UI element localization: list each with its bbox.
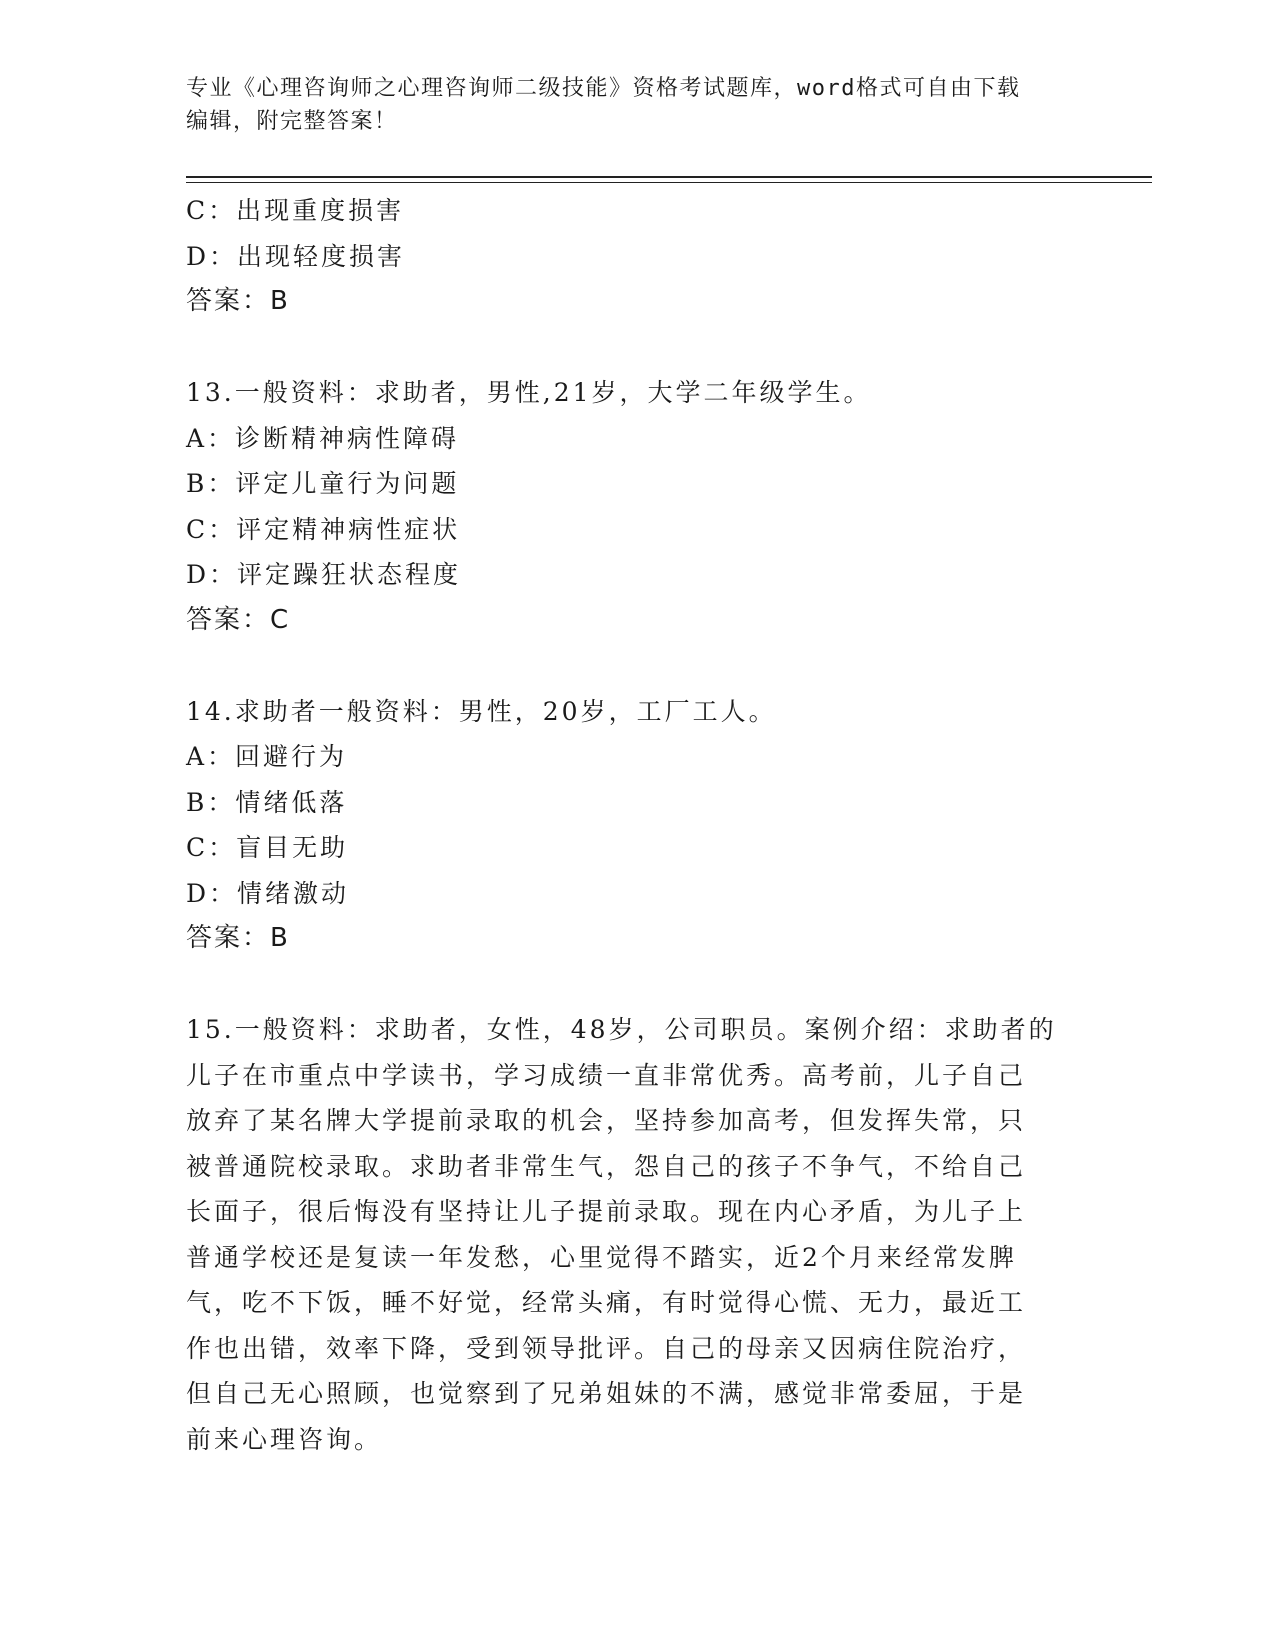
spacer [186, 962, 1086, 1008]
question-content [186, 188, 1086, 1462]
question-12 [186, 188, 1086, 325]
q15-line: 作也出错，效率下降，受到领导批评。自己的母亲又因病住院治疗， [186, 1333, 1027, 1363]
question-15 [186, 1007, 1066, 1462]
q12-option-c: C：出现重度损害 [186, 196, 405, 225]
q14-option-c: C：盲目无助 [186, 833, 349, 862]
q15-line: 但自己无心照顾，也觉察到了兄弟姐妹的不满，感觉非常委屈，于是 [186, 1379, 1027, 1408]
q15-line: 普通学校还是复读一年发愁，心里觉得不踏实，近2个月来经常发脾 [186, 1242, 1017, 1272]
spacer [186, 325, 1086, 371]
q12-answer: 答案：B [186, 286, 290, 316]
q13-stem: 13.一般资料：求助者，男性,21岁，大学二年级学生。 [186, 378, 872, 407]
header-line-1: 专业《心理咨询师之心理咨询师二级技能》资格考试题库，word格式可自由下载 [186, 76, 1021, 101]
q15-line: 放弃了某名牌大学提前录取的机会，坚持参加高考，但发挥失常，只 [186, 1106, 1027, 1135]
q13-answer: 答案：C [186, 604, 291, 635]
q13-option-b: B：评定儿童行为问题 [186, 469, 460, 498]
q13-option-d: D：评定躁狂状态程度 [186, 560, 462, 589]
header-divider-thin [186, 182, 1152, 183]
question-14 [186, 689, 1086, 962]
q13-option-c: C：评定精神病性症状 [186, 514, 461, 544]
q15-line: 气，吃不下饭，睡不好觉，经常头痛，有时觉得心慌、无力，最近工 [186, 1288, 1027, 1317]
q13-option-a: A：诊断精神病性障碍 [186, 423, 460, 453]
q14-option-b: B：情绪低落 [186, 787, 348, 817]
q12-option-d: D：出现轻度损害 [186, 241, 406, 271]
q14-option-a: A：回避行为 [186, 742, 348, 771]
q14-answer: 答案：B [186, 923, 290, 953]
question-13 [186, 370, 1086, 643]
q15-line: 前来心理咨询。 [186, 1424, 383, 1454]
spacer [186, 643, 1086, 689]
q15-line: 15.一般资料：求助者，女性，48岁，公司职员。案例介绍：求助者的 [186, 1015, 1057, 1044]
header-divider-thick [186, 176, 1152, 178]
q15-line: 长面子，很后悔没有坚持让儿子提前录取。现在内心矛盾，为儿子上 [186, 1197, 1027, 1226]
q14-stem: 14.求助者一般资料：男性，20岁，工厂工人。 [186, 696, 777, 726]
document-header [186, 72, 1066, 138]
q14-option-d: D：情绪激动 [186, 878, 350, 908]
q15-line: 被普通院校录取。求助者非常生气，怨自己的孩子不争气，不给自己 [186, 1151, 1027, 1181]
q15-line: 儿子在市重点中学读书，学习成绩一直非常优秀。高考前，儿子自己 [186, 1060, 1027, 1090]
header-line-2: 编辑，附完整答案！ [186, 109, 398, 134]
